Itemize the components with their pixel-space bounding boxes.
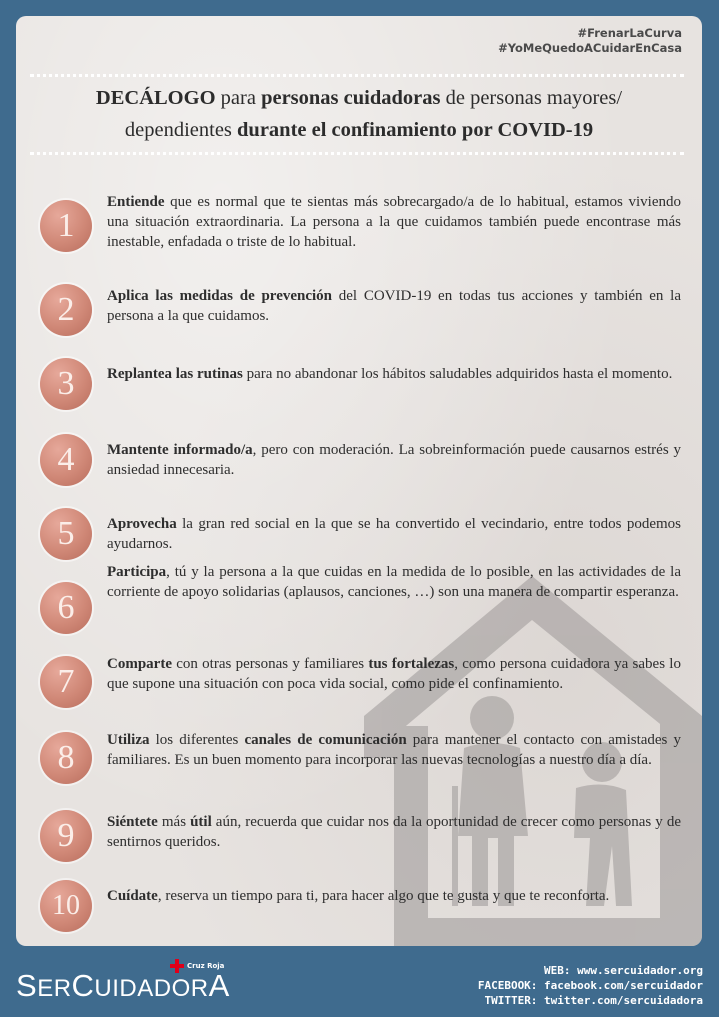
number-circle: 2 bbox=[40, 284, 92, 336]
item-rest: que es normal que te sientas más sobrecargado/a de lo habitual, estamos viviendo una situación extraordinaria. La persona a la que cuidamos también puede encontrase más inestable, enfadada o triste de lo habitual. bbox=[107, 194, 681, 250]
number-circle: 5 bbox=[40, 508, 92, 560]
item-bold: Comparte bbox=[107, 656, 172, 672]
hashtag-frenar-la-curva: #FrenarLaCurva bbox=[577, 26, 682, 40]
facebook-link[interactable]: FACEBOOK: facebook.com/sercuidador bbox=[477, 979, 703, 992]
item-rest: para mantener el contacto con amistades y familiares. Es un buen momento para incorporar las nuevas tecnologías a nuestro día a día. bbox=[107, 732, 681, 768]
item-bold: tus fortalezas bbox=[368, 656, 455, 672]
number-circle: 4 bbox=[40, 434, 92, 486]
item-bold: Replantea las rutinas bbox=[107, 366, 243, 382]
item-bold: Entiende bbox=[107, 194, 165, 210]
item-bold: Cuídate bbox=[107, 888, 158, 904]
number-circle: 6 bbox=[40, 582, 92, 634]
hashtag-yo-me-quedo: #YoMeQuedoACuidarEnCasa bbox=[498, 41, 682, 55]
item-bold: Utiliza bbox=[107, 732, 150, 748]
item-bold: Mantente informado/a bbox=[107, 442, 253, 458]
cruz-roja-label: Cruz Roja bbox=[187, 962, 225, 970]
item-rest: , pero con moderación. La sobreinformación puede causarnos estrés y ansiedad innecesaria. bbox=[107, 442, 681, 478]
contact-links bbox=[478, 963, 703, 1008]
item-rest: , como persona cuidadora ya sabes lo que supone una situación con poca vida social, como pide el confinamiento. bbox=[107, 656, 681, 692]
footer bbox=[0, 946, 719, 1017]
item-rest: más bbox=[157, 814, 191, 830]
item-rest: con otras personas y familiares bbox=[171, 656, 369, 672]
item-bold: Aplica las medidas de prevención bbox=[107, 288, 333, 304]
item-text bbox=[107, 812, 681, 852]
number-circle: 7 bbox=[40, 656, 92, 708]
title-part: de personas mayores/ bbox=[440, 87, 623, 109]
item-rest: la gran red social en la que se ha convertido el vecindario, entre todos podemos ayudarnos. bbox=[107, 516, 681, 552]
item-bold: canales de comunicación bbox=[244, 732, 407, 748]
poster-card bbox=[16, 16, 702, 946]
item-bold: Siéntete bbox=[107, 814, 158, 830]
title-part: para bbox=[215, 87, 262, 109]
number-circle: 8 bbox=[40, 732, 92, 784]
twitter-link[interactable]: TWITTER: twitter.com/sercuidadora bbox=[484, 994, 703, 1007]
item-text bbox=[107, 440, 681, 480]
item-bold: Participa bbox=[107, 564, 167, 580]
item-text bbox=[107, 654, 681, 694]
item-rest: los diferentes bbox=[149, 732, 245, 748]
item-text bbox=[107, 364, 681, 384]
item-text bbox=[107, 286, 681, 326]
number-circle: 10 bbox=[40, 880, 92, 932]
number-circle: 3 bbox=[40, 358, 92, 410]
item-rest: , tú y la persona a la que cuidas en la medida de lo posible, en las actividades de la corriente de apoyo solidarias (aplausos, canciones, …) son una manera de compartir esperanza. bbox=[107, 564, 681, 600]
item-rest: del COVID-19 en todas tus acciones y también en la persona a la que cuidamos. bbox=[107, 288, 681, 324]
web-link[interactable]: WEB: www.sercuidador.org bbox=[544, 964, 703, 977]
item-rest: para no abandonar los hábitos saludables adquiridos hasta el momento. bbox=[242, 366, 673, 382]
title-confinement: durante el confinamiento por COVID-19 bbox=[237, 119, 594, 141]
title-part: dependientes bbox=[124, 119, 238, 141]
item-rest: , reserva un tiempo para ti, para hacer algo que te gusta y que te reconforta. bbox=[157, 888, 610, 904]
title-decalogo: DECÁLOGO bbox=[95, 87, 216, 109]
item-text bbox=[107, 886, 681, 906]
item-text bbox=[107, 514, 681, 554]
red-cross-icon bbox=[170, 959, 184, 973]
item-bold: Aprovecha bbox=[107, 516, 177, 532]
item-text bbox=[107, 730, 681, 770]
item-bold: útil bbox=[190, 814, 212, 830]
item-text bbox=[107, 192, 681, 252]
sercuidadora-logo: SERCUIDADORA bbox=[16, 968, 230, 1003]
item-rest: aún, recuerda que cuidar nos da la oportunidad de crecer como personas y de sentirnos queridos. bbox=[107, 814, 681, 850]
item-text bbox=[107, 562, 681, 602]
number-circle: 9 bbox=[40, 810, 92, 862]
decalogue-list bbox=[16, 16, 702, 946]
title-caregivers: personas cuidadoras bbox=[261, 87, 441, 109]
number-circle: 1 bbox=[40, 200, 92, 252]
